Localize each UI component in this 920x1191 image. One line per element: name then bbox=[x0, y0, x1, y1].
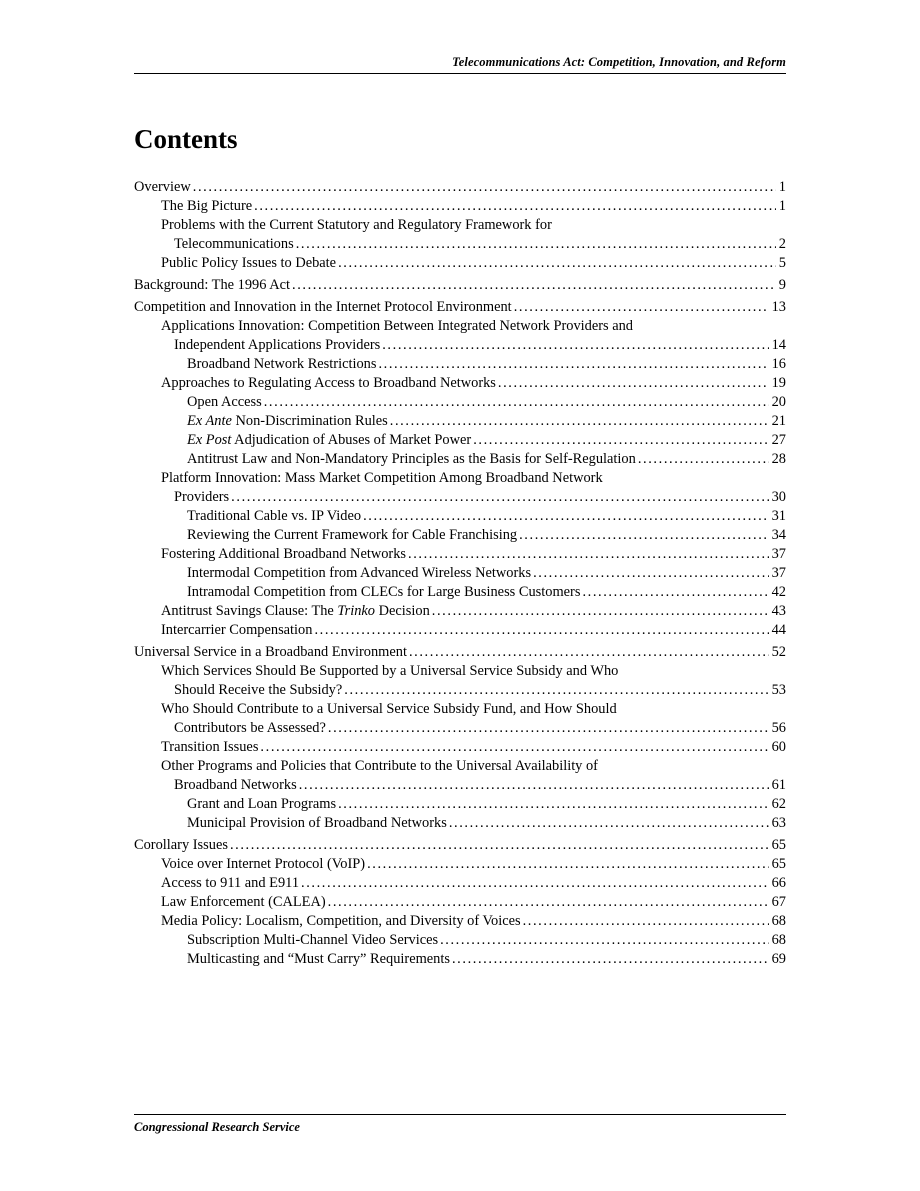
toc-page-number: 37 bbox=[771, 565, 786, 581]
toc-page-number: 65 bbox=[771, 837, 786, 853]
dot-leader bbox=[378, 355, 768, 374]
toc-page-number: 30 bbox=[771, 489, 786, 505]
dot-leader bbox=[409, 643, 769, 662]
dot-leader bbox=[254, 197, 776, 216]
toc-page-number: 28 bbox=[771, 451, 786, 467]
running-title: Telecommunications Act: Competition, Innovation, and Reform bbox=[452, 55, 786, 69]
toc-entry-title: Platform Innovation: Mass Market Competition Among Broadband Network bbox=[161, 470, 603, 486]
toc-entry-title: Competition and Innovation in the Internet Protocol Environment bbox=[134, 299, 512, 315]
toc-entry-title-suffix: Decision bbox=[375, 603, 430, 619]
toc-entry-title: Open Access bbox=[187, 394, 262, 410]
toc-page-number: 62 bbox=[771, 796, 786, 812]
toc-entry-title: Broadband Network Restrictions bbox=[187, 356, 377, 372]
toc-page-number: 2 bbox=[778, 236, 786, 252]
toc-page-number: 61 bbox=[771, 777, 786, 793]
toc-entry-title: Voice over Internet Protocol (VoIP) bbox=[161, 856, 366, 872]
toc-entry-traditional-cable[interactable] bbox=[134, 507, 786, 526]
toc-entry-who-should-contribute[interactable] bbox=[134, 700, 786, 738]
toc-entry-law-enforcement[interactable] bbox=[134, 893, 786, 912]
dot-leader bbox=[432, 602, 769, 621]
dot-leader bbox=[533, 564, 769, 583]
toc-entry-intercarrier-compensation[interactable] bbox=[134, 621, 786, 640]
toc-entry-fostering-broadband[interactable] bbox=[134, 545, 786, 564]
dot-leader bbox=[382, 336, 768, 355]
toc-page-number: 27 bbox=[771, 432, 786, 448]
toc-entry-competition-innovation[interactable] bbox=[134, 298, 786, 317]
toc-entry-cable-franchising[interactable] bbox=[134, 526, 786, 545]
toc-page-number: 68 bbox=[771, 932, 786, 948]
toc-entry-access-911[interactable] bbox=[134, 874, 786, 893]
toc-entry-title: Grant and Loan Programs bbox=[187, 796, 337, 812]
toc-page-number: 9 bbox=[778, 277, 786, 293]
toc-entry-title: Subscription Multi-Channel Video Services bbox=[187, 932, 439, 948]
toc-entry-antitrust-self-regulation[interactable] bbox=[134, 450, 786, 469]
dot-leader bbox=[408, 545, 769, 564]
toc-page-number: 65 bbox=[771, 856, 786, 872]
toc-entry-title-italic: Ex Ante bbox=[187, 413, 232, 429]
dot-leader bbox=[473, 431, 768, 450]
toc-entry-voip[interactable] bbox=[134, 855, 786, 874]
toc-entry-title-continued: Providers bbox=[174, 489, 230, 505]
toc-entry-title-prefix: Antitrust Savings Clause: The bbox=[161, 603, 338, 619]
toc-entry-title-continued: Should Receive the Subsidy? bbox=[174, 682, 343, 698]
toc-entry-title: Which Services Should Be Supported by a Universal Service Subsidy and Who bbox=[161, 663, 619, 679]
dot-leader bbox=[338, 795, 769, 814]
toc-entry-intermodal-competition[interactable] bbox=[134, 564, 786, 583]
toc-entry-antitrust-savings-clause[interactable] bbox=[134, 602, 786, 621]
dot-leader bbox=[292, 276, 776, 295]
toc-page-number: 63 bbox=[771, 815, 786, 831]
toc-entry-title-italic: Trinko bbox=[337, 603, 376, 619]
toc-entry-subscription-video[interactable] bbox=[134, 931, 786, 950]
toc-entry-other-programs-policies[interactable] bbox=[134, 757, 786, 795]
dot-leader bbox=[638, 450, 769, 469]
toc-page-number: 34 bbox=[771, 527, 786, 543]
dot-leader bbox=[296, 235, 776, 254]
toc-page-number: 16 bbox=[771, 356, 786, 372]
page-footer bbox=[134, 1114, 786, 1134]
toc-page-number: 69 bbox=[771, 951, 786, 967]
dot-leader bbox=[328, 719, 769, 738]
toc-entry-approaches-regulating-access[interactable] bbox=[134, 374, 786, 393]
toc-page-number: 52 bbox=[771, 644, 786, 660]
toc-entry-title: Approaches to Regulating Access to Broadband Networks bbox=[161, 375, 496, 391]
toc-entry-background-1996-act[interactable] bbox=[134, 276, 786, 295]
toc-entry-title bbox=[187, 431, 473, 450]
dot-leader bbox=[523, 912, 769, 931]
toc-entry-ex-ante-rules[interactable] bbox=[134, 412, 786, 431]
toc-entry-title: Problems with the Current Statutory and Regulatory Framework for bbox=[161, 217, 552, 233]
toc-page-number: 44 bbox=[771, 622, 786, 638]
dot-leader bbox=[328, 893, 769, 912]
toc-entry-title: The Big Picture bbox=[161, 198, 253, 214]
dot-leader bbox=[193, 178, 776, 197]
toc-entry-media-policy[interactable] bbox=[134, 912, 786, 931]
dot-leader bbox=[230, 836, 769, 855]
toc-entry-title: Intramodal Competition from CLECs for Large Business Customers bbox=[187, 584, 581, 600]
toc-page-number: 42 bbox=[771, 584, 786, 600]
toc-entry-title-rest: Adjudication of Abuses of Market Power bbox=[231, 432, 472, 448]
toc-entry-title: Universal Service in a Broadband Environment bbox=[134, 644, 407, 660]
toc-page-number: 14 bbox=[771, 337, 786, 353]
toc-entry-title: Municipal Provision of Broadband Networks bbox=[187, 815, 447, 831]
dot-leader bbox=[390, 412, 769, 431]
toc-entry-platform-innovation[interactable] bbox=[134, 469, 786, 507]
dot-leader bbox=[231, 488, 768, 507]
toc-entry-big-picture[interactable] bbox=[134, 197, 786, 216]
toc-entry-title-rest: Non-Discrimination Rules bbox=[231, 413, 388, 429]
toc-entry-title: Transition Issues bbox=[161, 739, 259, 755]
dot-leader bbox=[314, 621, 768, 640]
footer-source: Congressional Research Service bbox=[134, 1120, 300, 1134]
toc-entry-title: Traditional Cable vs. IP Video bbox=[187, 508, 362, 524]
toc-entry-title-italic: Ex Post bbox=[187, 432, 232, 448]
toc-entry-title: Public Policy Issues to Debate bbox=[161, 255, 337, 271]
dot-leader bbox=[452, 950, 769, 969]
dot-leader bbox=[514, 298, 769, 317]
dot-leader bbox=[582, 583, 768, 602]
page-title: Contents bbox=[134, 124, 238, 154]
toc-entry-which-services-supported[interactable] bbox=[134, 662, 786, 700]
toc-entry-title: Applications Innovation: Competition Between Integrated Network Providers and bbox=[161, 318, 633, 334]
toc-page-number: 43 bbox=[771, 603, 786, 619]
toc-entry-title: Multicasting and “Must Carry” Requirements bbox=[187, 951, 450, 967]
toc-entry-problems-current-framework[interactable] bbox=[134, 216, 786, 254]
dot-leader bbox=[519, 526, 769, 545]
toc-entry-applications-innovation[interactable] bbox=[134, 317, 786, 355]
toc-page-number: 1 bbox=[778, 179, 786, 195]
toc-entry-title: Access to 911 and E911 bbox=[161, 875, 300, 891]
dot-leader bbox=[440, 931, 769, 950]
page-header bbox=[134, 55, 786, 74]
toc-entry-title-continued: Independent Applications Providers bbox=[174, 337, 381, 353]
dot-leader bbox=[363, 507, 769, 526]
toc-entry-public-policy-issues[interactable] bbox=[134, 254, 786, 273]
dot-leader bbox=[264, 393, 769, 412]
toc-entry-broadband-network-restrictions[interactable] bbox=[134, 355, 786, 374]
toc-page-number: 37 bbox=[771, 546, 786, 562]
toc-entry-title: Media Policy: Localism, Competition, and Diversity of Voices bbox=[161, 913, 521, 929]
toc-entry-title-continued: Contributors be Assessed? bbox=[174, 720, 326, 736]
toc-entry-title: Corollary Issues bbox=[134, 837, 228, 853]
toc-entry-transition-issues[interactable] bbox=[134, 738, 786, 757]
toc-entry-municipal-broadband[interactable] bbox=[134, 814, 786, 833]
toc-entry-grant-loan-programs[interactable] bbox=[134, 795, 786, 814]
toc-entry-title: Intermodal Competition from Advanced Wireless Networks bbox=[187, 565, 532, 581]
toc-entry-overview[interactable] bbox=[134, 178, 786, 197]
dot-leader bbox=[299, 776, 769, 795]
dot-leader bbox=[338, 254, 776, 273]
toc-page-number: 67 bbox=[771, 894, 786, 910]
toc-entry-title: Law Enforcement (CALEA) bbox=[161, 894, 326, 910]
toc-page-number: 19 bbox=[771, 375, 786, 391]
toc-entry-corollary-issues[interactable] bbox=[134, 836, 786, 855]
dot-leader bbox=[367, 855, 769, 874]
table-of-contents bbox=[134, 178, 786, 969]
toc-page-number: 20 bbox=[771, 394, 786, 410]
toc-page-number: 53 bbox=[771, 682, 786, 698]
toc-entry-title bbox=[187, 412, 390, 431]
dot-leader bbox=[344, 681, 768, 700]
toc-entry-title: Other Programs and Policies that Contribute to the Universal Availability of bbox=[161, 758, 598, 774]
toc-entry-title-continued: Broadband Networks bbox=[174, 777, 297, 793]
toc-entry-title: Intercarrier Compensation bbox=[161, 622, 313, 638]
toc-entry-title: Overview bbox=[134, 179, 191, 195]
toc-entry-title: Fostering Additional Broadband Networks bbox=[161, 546, 407, 562]
toc-page-number: 60 bbox=[771, 739, 786, 755]
toc-page-number: 66 bbox=[771, 875, 786, 891]
toc-entry-title-continued: Telecommunications bbox=[174, 236, 294, 252]
toc-page-number: 13 bbox=[771, 299, 786, 315]
dot-leader bbox=[449, 814, 769, 833]
toc-entry-open-access[interactable] bbox=[134, 393, 786, 412]
toc-page-number: 1 bbox=[778, 198, 786, 214]
toc-entry-title: Reviewing the Current Framework for Cable Franchising bbox=[187, 527, 518, 543]
dot-leader bbox=[260, 738, 768, 757]
dot-leader bbox=[498, 374, 769, 393]
dot-leader bbox=[301, 874, 769, 893]
toc-entry-ex-post-adjudication[interactable] bbox=[134, 431, 786, 450]
toc-entry-title: Background: The 1996 Act bbox=[134, 277, 291, 293]
toc-page-number: 5 bbox=[778, 255, 786, 271]
toc-entry-multicasting-must-carry[interactable] bbox=[134, 950, 786, 969]
toc-entry-title: Who Should Contribute to a Universal Service Subsidy Fund, and How Should bbox=[161, 701, 617, 717]
toc-page-number: 68 bbox=[771, 913, 786, 929]
toc-page-number: 56 bbox=[771, 720, 786, 736]
toc-entry-title: Antitrust Law and Non-Mandatory Principles as the Basis for Self-Regulation bbox=[187, 451, 636, 467]
toc-page-number: 21 bbox=[771, 413, 786, 429]
toc-entry-title bbox=[161, 602, 432, 621]
toc-entry-universal-service[interactable] bbox=[134, 643, 786, 662]
toc-entry-intramodal-competition[interactable] bbox=[134, 583, 786, 602]
toc-page-number: 31 bbox=[771, 508, 786, 524]
